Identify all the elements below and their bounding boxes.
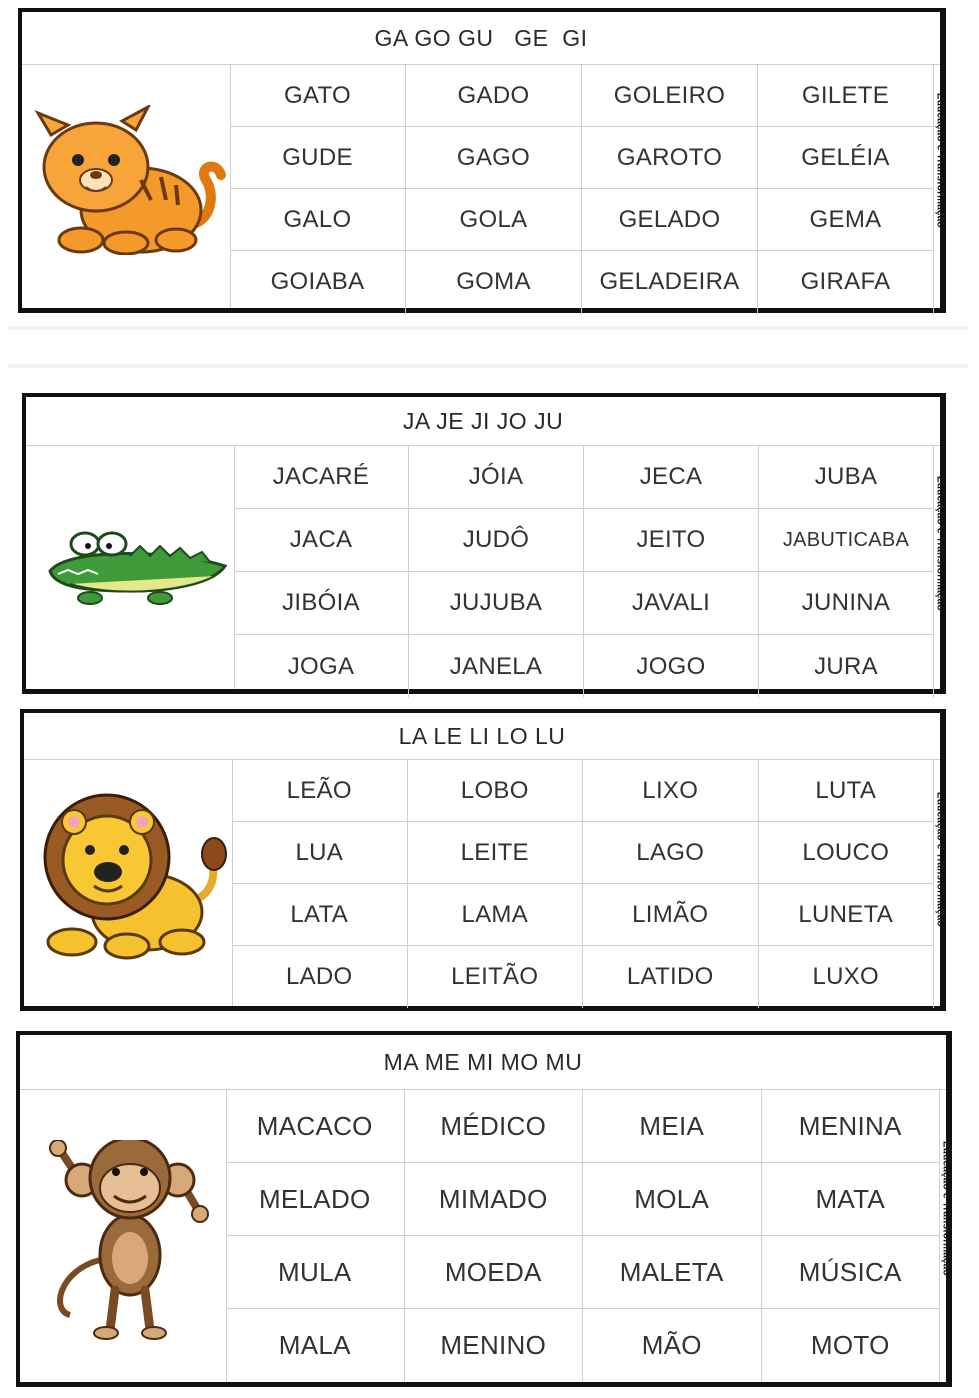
lion-picture xyxy=(24,760,233,1006)
tiger-picture xyxy=(22,65,231,308)
word-cell: JIBÓIA xyxy=(234,572,409,635)
lion-illustration xyxy=(32,792,232,962)
word-cell: GOMA xyxy=(406,251,582,313)
crocodile-illustration xyxy=(30,526,230,606)
word-cell: JECA xyxy=(584,446,759,509)
word-cell: MENINA xyxy=(762,1090,941,1163)
word-cell: GELADO xyxy=(582,189,758,251)
card-title: JA JE JI JO JU xyxy=(26,397,940,446)
word-cell: MALETA xyxy=(583,1236,762,1309)
word-cell: LIXO xyxy=(583,760,759,822)
word-cell: JACARÉ xyxy=(234,446,409,509)
word-cell: JUJUBA xyxy=(409,572,584,635)
word-cell: JUNINA xyxy=(759,572,934,635)
crocodile-picture xyxy=(26,446,235,689)
word-cell: MACACO xyxy=(226,1090,405,1163)
word-cell: MOLA xyxy=(583,1163,762,1236)
syllable-card-ja xyxy=(22,393,946,694)
word-cell: JUDÔ xyxy=(409,509,584,572)
word-cell: GOIABA xyxy=(230,251,406,313)
word-grid xyxy=(230,65,934,308)
word-cell: MEIA xyxy=(583,1090,762,1163)
card-title: MA ME MI MO MU xyxy=(20,1035,946,1090)
word-cell: GAGO xyxy=(406,127,582,189)
word-cell: JURA xyxy=(759,635,934,698)
word-cell: GAROTO xyxy=(582,127,758,189)
word-cell: GILETE xyxy=(758,65,934,127)
tiger-illustration xyxy=(26,105,226,255)
word-cell: LADO xyxy=(232,946,408,1008)
word-cell: GATO xyxy=(230,65,406,127)
monkey-picture xyxy=(20,1090,227,1382)
word-cell: LEITÃO xyxy=(408,946,584,1008)
watermark: Educação e Transformação xyxy=(934,792,946,927)
word-cell: LUA xyxy=(232,822,408,884)
word-cell: MOTO xyxy=(762,1309,941,1382)
word-cell: LATIDO xyxy=(583,946,759,1008)
word-cell: MÚSICA xyxy=(762,1236,941,1309)
word-cell: LAMA xyxy=(408,884,584,946)
word-cell: MOEDA xyxy=(405,1236,584,1309)
word-cell: MÃO xyxy=(583,1309,762,1382)
watermark: Educação e Transformação xyxy=(940,1141,952,1276)
word-cell: JEITO xyxy=(584,509,759,572)
word-cell: JABUTICABA xyxy=(759,509,934,572)
word-cell: MIMADO xyxy=(405,1163,584,1236)
card-title: GA GO GU GE GI xyxy=(22,12,940,65)
word-cell: GEMA xyxy=(758,189,934,251)
monkey-illustration xyxy=(40,1140,220,1340)
card-title: LA LE LI LO LU xyxy=(24,713,940,760)
syllable-card-ma xyxy=(16,1031,952,1387)
syllable-card-la xyxy=(20,709,946,1011)
word-cell: MENINO xyxy=(405,1309,584,1382)
word-cell: MULA xyxy=(226,1236,405,1309)
word-grid xyxy=(226,1090,940,1382)
word-grid xyxy=(234,446,934,689)
word-cell: GUDE xyxy=(230,127,406,189)
word-cell: GADO xyxy=(406,65,582,127)
word-cell: JACA xyxy=(234,509,409,572)
word-cell: LUXO xyxy=(759,946,935,1008)
word-cell: LOUCO xyxy=(759,822,935,884)
word-cell: GELÉIA xyxy=(758,127,934,189)
word-cell: JAVALI xyxy=(584,572,759,635)
watermark: Educação e Transformação xyxy=(934,92,946,228)
word-cell: MATA xyxy=(762,1163,941,1236)
word-cell: LIMÃO xyxy=(583,884,759,946)
word-cell: GELADEIRA xyxy=(582,251,758,313)
word-cell: LUNETA xyxy=(759,884,935,946)
word-cell: JANELA xyxy=(409,635,584,698)
word-cell: GOLEIRO xyxy=(582,65,758,127)
word-cell: GALO xyxy=(230,189,406,251)
word-cell: LATA xyxy=(232,884,408,946)
word-cell: MALA xyxy=(226,1309,405,1382)
watermark: Educação e Transformação xyxy=(934,475,946,611)
word-cell: JOGA xyxy=(234,635,409,698)
word-cell: JOGO xyxy=(584,635,759,698)
syllable-card-ga xyxy=(18,8,946,313)
word-cell: LEITE xyxy=(408,822,584,884)
word-cell: JÓIA xyxy=(409,446,584,509)
word-cell: GIRAFA xyxy=(758,251,934,313)
word-cell: LEÃO xyxy=(232,760,408,822)
word-cell: MÉDICO xyxy=(405,1090,584,1163)
word-cell: GOLA xyxy=(406,189,582,251)
word-cell: LUTA xyxy=(759,760,935,822)
word-cell: LAGO xyxy=(583,822,759,884)
word-cell: MELADO xyxy=(226,1163,405,1236)
word-grid xyxy=(232,760,934,1006)
word-cell: JUBA xyxy=(759,446,934,509)
word-cell: LOBO xyxy=(408,760,584,822)
